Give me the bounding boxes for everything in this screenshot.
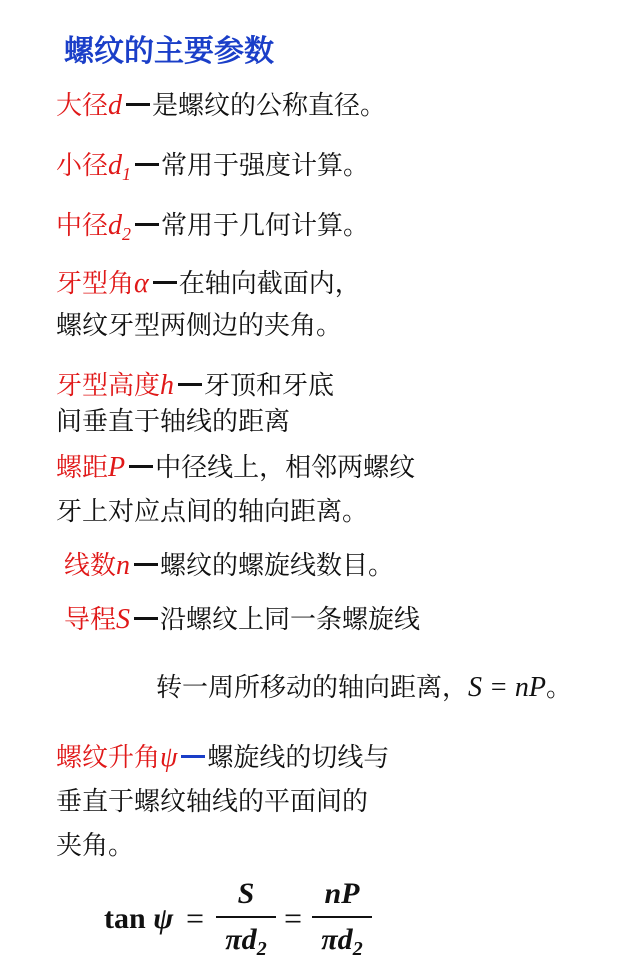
term-angle: 牙型角	[56, 269, 135, 299]
term-lead: 导程	[64, 605, 117, 635]
sym-pitchdia-base: d	[108, 210, 123, 241]
sym-minor-base: d	[108, 150, 123, 181]
dash	[181, 755, 205, 758]
frac1-den-sub: 2	[256, 938, 267, 960]
minor-diameter-line	[56, 150, 369, 190]
lead-line	[64, 604, 420, 636]
term-pitch: 螺距	[56, 453, 109, 483]
pitch-line	[56, 452, 415, 484]
sym-pitchdia	[108, 210, 132, 244]
term-height: 牙型高度	[56, 371, 161, 401]
sym-minor-sub: 1	[122, 164, 132, 184]
desc-lead-1: 沿螺纹上同一条螺旋线	[160, 605, 421, 635]
helix-angle-line	[56, 742, 389, 774]
desc-major: 是螺纹的公称直径。	[152, 91, 387, 121]
desc-helix-2: 垂直于螺纹轴线的平面间的	[56, 787, 369, 817]
term-starts: 线数	[64, 551, 117, 581]
desc-helix-3: 夹角。	[56, 831, 135, 861]
frac2-denominator	[312, 920, 372, 960]
starts-line	[64, 550, 394, 582]
desc-pitchdia: 常用于几何计算。	[161, 211, 370, 241]
major-diameter-line	[56, 90, 386, 122]
thread-angle-line	[56, 268, 361, 300]
dash	[134, 617, 158, 620]
desc-minor: 常用于强度计算。	[161, 151, 370, 181]
dash	[126, 103, 150, 106]
dash	[135, 223, 159, 226]
desc-angle-2: 螺纹牙型两侧边的夹角。	[56, 311, 343, 341]
term-minor: 小径	[56, 151, 109, 181]
desc-helix-1: 螺旋线的切线与	[207, 743, 390, 773]
formula-eq-1: =	[186, 900, 205, 936]
sym-major: d	[108, 90, 123, 121]
page-title: 螺纹的主要参数	[64, 34, 274, 69]
frac2-den-sub: 2	[352, 938, 363, 960]
dash	[153, 281, 177, 284]
thread-height-line	[56, 370, 334, 402]
desc-lead-2: 转一周所移动的轴向距离，	[156, 673, 469, 703]
sym-helix: ψ	[160, 742, 178, 773]
sym-starts: n	[116, 550, 131, 581]
sym-angle: α	[134, 268, 149, 299]
desc-height-2: 间垂直于轴线的距离	[56, 407, 291, 437]
dash	[134, 563, 158, 566]
term-helix: 螺纹升角	[56, 743, 161, 773]
lead-end: 。	[546, 673, 573, 703]
term-major: 大径	[56, 91, 109, 121]
formula-lhs	[104, 902, 173, 936]
frac1-bar	[216, 916, 276, 918]
desc-starts: 螺纹的螺旋线数目。	[160, 551, 395, 581]
formula-eq-2: =	[284, 900, 303, 936]
sym-pitch: P	[108, 452, 126, 483]
dash	[129, 465, 153, 468]
sym-pitchdia-sub: 2	[122, 224, 132, 244]
sym-lead: S	[116, 604, 131, 635]
frac2-bar	[312, 916, 372, 918]
pitch-diameter-line	[56, 210, 369, 250]
frac2-numerator: nP	[324, 877, 360, 910]
frac2-den-base: πd	[321, 923, 353, 956]
sym-height: h	[160, 370, 175, 401]
dash	[135, 163, 159, 166]
frac1-den-base: πd	[225, 923, 257, 956]
desc-angle-1: 在轴向截面内，	[178, 269, 361, 299]
sym-minor	[108, 150, 132, 184]
formula-psi: ψ	[153, 902, 174, 935]
lead-formula: S = nP	[468, 672, 547, 703]
helix-angle-formula	[104, 874, 404, 970]
dash	[178, 383, 202, 386]
desc-pitch-1: 中径线上，相邻两螺纹	[155, 453, 416, 483]
frac1-denominator	[216, 920, 276, 960]
formula-fraction-2	[312, 874, 372, 960]
term-pitchdia: 中径	[56, 211, 109, 241]
desc-pitch-2: 牙上对应点间的轴向距离。	[56, 497, 369, 527]
formula-fraction-1	[216, 874, 276, 960]
lead-line-2	[156, 672, 572, 704]
desc-height-1: 牙顶和牙底	[204, 371, 335, 401]
frac1-numerator: S	[237, 877, 255, 910]
formula-tan: tan	[104, 902, 146, 935]
